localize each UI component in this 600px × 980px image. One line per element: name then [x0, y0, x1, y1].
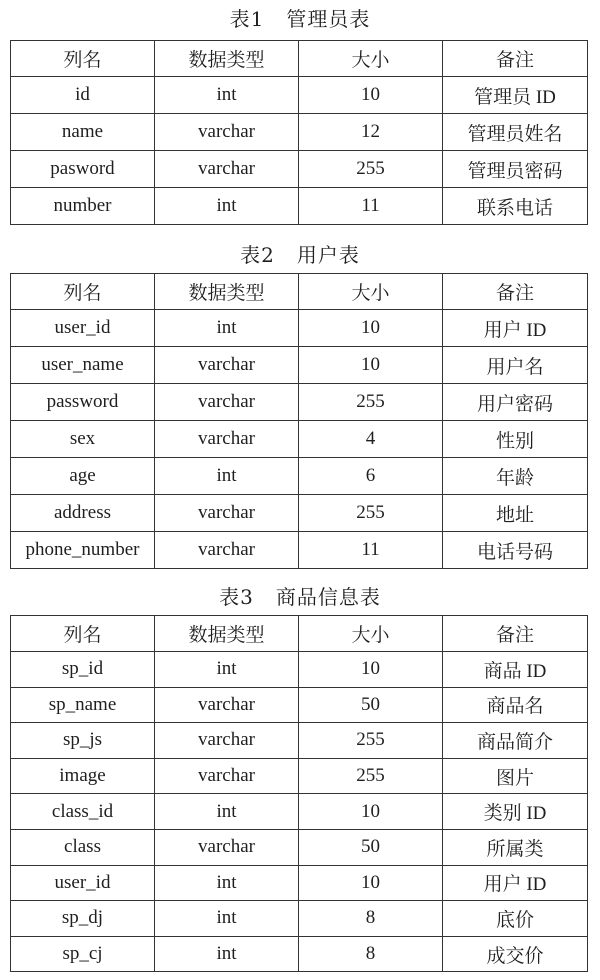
- table-row: [11, 794, 588, 830]
- cell-size: 4: [299, 421, 443, 458]
- table-row: [11, 723, 588, 759]
- header-data-type: 数据类型: [155, 274, 299, 310]
- table-row: [11, 347, 588, 384]
- cell-size: 255: [299, 723, 443, 759]
- cell-remark: 管理员密码: [443, 151, 588, 188]
- cell-column-name: sex: [11, 421, 155, 458]
- cell-column-name: user_id: [11, 865, 155, 901]
- header-column-name: 列名: [11, 41, 155, 77]
- cell-column-name: sp_dj: [11, 901, 155, 937]
- cell-column-name: class_id: [11, 794, 155, 830]
- cell-size: 255: [299, 384, 443, 421]
- cell-column-name: sp_js: [11, 723, 155, 759]
- cell-remark: 类别 ID: [443, 794, 588, 830]
- cell-data-type: int: [155, 652, 299, 688]
- cell-remark: 地址: [443, 495, 588, 532]
- cell-data-type: int: [155, 794, 299, 830]
- cell-data-type: varchar: [155, 723, 299, 759]
- table-header-row: [11, 41, 588, 77]
- header-size: 大小: [299, 274, 443, 310]
- header-remark: 备注: [443, 41, 588, 77]
- header-size: 大小: [299, 616, 443, 652]
- table-row: [11, 532, 588, 569]
- header-column-name: 列名: [11, 616, 155, 652]
- user-table: [10, 273, 588, 569]
- cell-column-name: sp_id: [11, 652, 155, 688]
- cell-size: 255: [299, 758, 443, 794]
- cell-remark: 电话号码: [443, 532, 588, 569]
- table-row: [11, 310, 588, 347]
- cell-data-type: int: [155, 188, 299, 225]
- cell-remark: 联系电话: [443, 188, 588, 225]
- cell-size: 10: [299, 652, 443, 688]
- table-2-title: 表2 用户表: [240, 243, 360, 267]
- table-row: [11, 687, 588, 723]
- cell-data-type: int: [155, 310, 299, 347]
- cell-column-name: address: [11, 495, 155, 532]
- cell-data-type: varchar: [155, 151, 299, 188]
- cell-data-type: varchar: [155, 829, 299, 865]
- table-header-row: [11, 274, 588, 310]
- cell-data-type: varchar: [155, 687, 299, 723]
- cell-remark: 所属类: [443, 829, 588, 865]
- header-column-name: 列名: [11, 274, 155, 310]
- cell-remark: 图片: [443, 758, 588, 794]
- cell-data-type: int: [155, 901, 299, 937]
- cell-column-name: number: [11, 188, 155, 225]
- cell-remark: 商品简介: [443, 723, 588, 759]
- header-size: 大小: [299, 41, 443, 77]
- cell-size: 10: [299, 310, 443, 347]
- cell-data-type: int: [155, 865, 299, 901]
- table-row: [11, 77, 588, 114]
- cell-remark: 用户名: [443, 347, 588, 384]
- table-row: [11, 421, 588, 458]
- cell-size: 10: [299, 77, 443, 114]
- cell-data-type: varchar: [155, 758, 299, 794]
- cell-data-type: varchar: [155, 384, 299, 421]
- cell-data-type: varchar: [155, 421, 299, 458]
- cell-column-name: name: [11, 114, 155, 151]
- cell-size: 10: [299, 794, 443, 830]
- cell-remark: 管理员 ID: [443, 77, 588, 114]
- cell-remark: 商品名: [443, 687, 588, 723]
- cell-data-type: varchar: [155, 532, 299, 569]
- table-1-title: 表1 管理员表: [229, 7, 371, 31]
- table-row: [11, 652, 588, 688]
- table-row: [11, 758, 588, 794]
- cell-remark: 用户 ID: [443, 865, 588, 901]
- product-table: [10, 615, 588, 972]
- cell-column-name: sp_cj: [11, 936, 155, 972]
- header-data-type: 数据类型: [155, 41, 299, 77]
- cell-column-name: sp_name: [11, 687, 155, 723]
- cell-remark: 商品 ID: [443, 652, 588, 688]
- table-row: [11, 865, 588, 901]
- cell-remark: 用户密码: [443, 384, 588, 421]
- cell-data-type: int: [155, 936, 299, 972]
- cell-size: 10: [299, 347, 443, 384]
- table-row: [11, 495, 588, 532]
- header-data-type: 数据类型: [155, 616, 299, 652]
- table-header-row: [11, 616, 588, 652]
- cell-column-name: class: [11, 829, 155, 865]
- admin-table: [10, 40, 588, 225]
- cell-data-type: varchar: [155, 347, 299, 384]
- cell-size: 10: [299, 865, 443, 901]
- table-row: [11, 188, 588, 225]
- cell-column-name: image: [11, 758, 155, 794]
- cell-column-name: phone_number: [11, 532, 155, 569]
- cell-column-name: id: [11, 77, 155, 114]
- cell-data-type: int: [155, 77, 299, 114]
- header-remark: 备注: [443, 274, 588, 310]
- cell-size: 50: [299, 829, 443, 865]
- cell-column-name: password: [11, 384, 155, 421]
- cell-column-name: user_name: [11, 347, 155, 384]
- cell-size: 8: [299, 936, 443, 972]
- cell-size: 255: [299, 495, 443, 532]
- cell-size: 8: [299, 901, 443, 937]
- cell-column-name: pasword: [11, 151, 155, 188]
- cell-size: 11: [299, 188, 443, 225]
- table-3-title: 表3 商品信息表: [219, 585, 381, 609]
- header-remark: 备注: [443, 616, 588, 652]
- cell-data-type: int: [155, 458, 299, 495]
- table-row: [11, 936, 588, 972]
- cell-remark: 用户 ID: [443, 310, 588, 347]
- cell-column-name: user_id: [11, 310, 155, 347]
- cell-size: 12: [299, 114, 443, 151]
- cell-size: 6: [299, 458, 443, 495]
- cell-column-name: age: [11, 458, 155, 495]
- cell-remark: 管理员姓名: [443, 114, 588, 151]
- table-row: [11, 151, 588, 188]
- cell-size: 11: [299, 532, 443, 569]
- table-row: [11, 901, 588, 937]
- cell-data-type: varchar: [155, 114, 299, 151]
- table-row: [11, 114, 588, 151]
- cell-size: 50: [299, 687, 443, 723]
- table-row: [11, 458, 588, 495]
- cell-remark: 年龄: [443, 458, 588, 495]
- cell-data-type: varchar: [155, 495, 299, 532]
- cell-remark: 成交价: [443, 936, 588, 972]
- cell-remark: 底价: [443, 901, 588, 937]
- table-row: [11, 829, 588, 865]
- cell-remark: 性别: [443, 421, 588, 458]
- table-row: [11, 384, 588, 421]
- cell-size: 255: [299, 151, 443, 188]
